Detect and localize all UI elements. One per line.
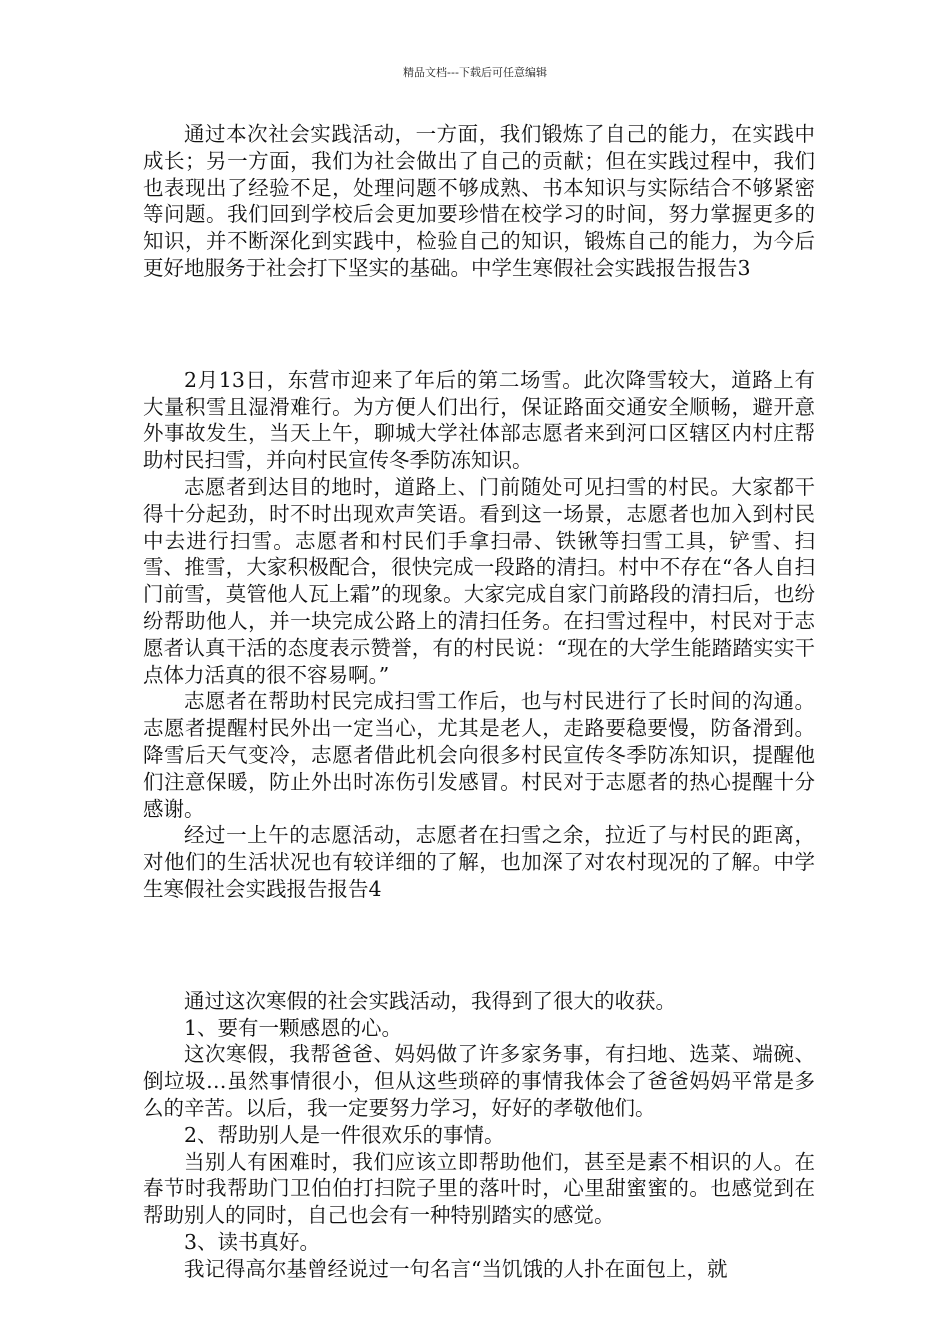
list-heading: 2、帮助别人是一件很欢乐的事情。 — [184, 1122, 505, 1147]
paragraph: 经过一上午的志愿活动，志愿者在扫雪之余，拉近了与村民的距离，对他们的生活状况也有较详细的了解，也加深了对农村现况的了解。中学生寒假社会实践报告报告4 — [143, 823, 815, 901]
paragraph: 2月13日，东营市迎来了年后的第二场雪。此次降雪较大，道路上有大量积雪且湿滑难行。为方便人们出行，保证路面交通安全顺畅，避开意外事故发生，当天上午，聊城大学社体部志愿者来到河口区辖区内村庄帮助村民扫雪，并向村民宣传冬季防冻知识。 — [143, 367, 815, 473]
paragraph: 通过这次寒假的社会实践活动，我得到了很大的收获。 — [184, 988, 676, 1013]
paragraph: 志愿者在帮助村民完成扫雪工作后，也与村民进行了长时间的沟通。志愿者提醒村民外出一定当心，尤其是老人，走路要稳要慢，防备滑到。降雪后天气变冷，志愿者借此机会向很多村民宣传冬季防冻知识，提醒他们注意保暖，防止外出时冻伤引发感冒。村民对于志愿者的热心提醒十分感谢。 — [143, 689, 815, 821]
document-body — [143, 121, 815, 1282]
list-heading: 3、读书真好。 — [184, 1229, 321, 1254]
list-heading: 1、要有一颗感恩的心。 — [184, 1015, 403, 1040]
paragraph: 通过本次社会实践活动，一方面，我们锻炼了自己的能力，在实践中成长；另一方面，我们为社会做出了自己的贡献；但在实践过程中，我们也表现出了经验不足，处理问题不够成熟、书本知识与实际结合不够紧密等问题。我们回到学校后会更加要珍惜在校学习的时间，努力掌握更多的知识，并不断深化到实践中，检验自己的知识，锻炼自己的能力，为今后更好地服务于社会打下坚实的基础。中学生寒假社会实践报告报告3 — [143, 122, 815, 280]
paragraph: 当别人有困难时，我们应该立即帮助他们，甚至是素不相识的人。在春节时我帮助门卫伯伯打扫院子里的落叶时，心里甜蜜蜜的。也感觉到在帮助别人的同时，自己也会有一种特别踏实的感觉。 — [143, 1149, 815, 1228]
section-gap — [143, 282, 815, 367]
paragraph: 我记得高尔基曾经说过一句名言“当饥饿的人扑在面包上，就 — [184, 1256, 728, 1281]
section-gap — [143, 903, 815, 988]
paragraph: 这次寒假，我帮爸爸、妈妈做了许多家务事，有扫地、选菜、端碗、倒垃圾…虽然事情很小，但从这些琐碎的事情我体会了爸爸妈妈平常是多么的辛苦。以后，我一定要努力学习，好好的孝敬他们。 — [143, 1042, 815, 1120]
page-header: 精品文档---下载后可任意编辑 — [403, 66, 547, 79]
paragraph: 志愿者到达目的地时，道路上、门前随处可见扫雪的村民。大家都干得十分起劲，时不时出现欢声笑语。看到这一场景，志愿者也加入到村民中去进行扫雪。志愿者和村民们手拿扫帚、铁锹等扫雪工具，铲雪、扫雪、推雪，大家积极配合，很快完成一段路的清扫。村中不存在“各人自扫门前雪，莫管他人瓦上霜”的现象。大家完成自家门前路段的清扫后，也纷纷帮助他人，并一块完成公路上的清扫任务。在扫雪过程中，村民对于志愿者认真干活的态度表示赞誉，有的村民说：“现在的大学生能踏踏实实干点体力活真的很不容易啊。” — [143, 474, 815, 687]
